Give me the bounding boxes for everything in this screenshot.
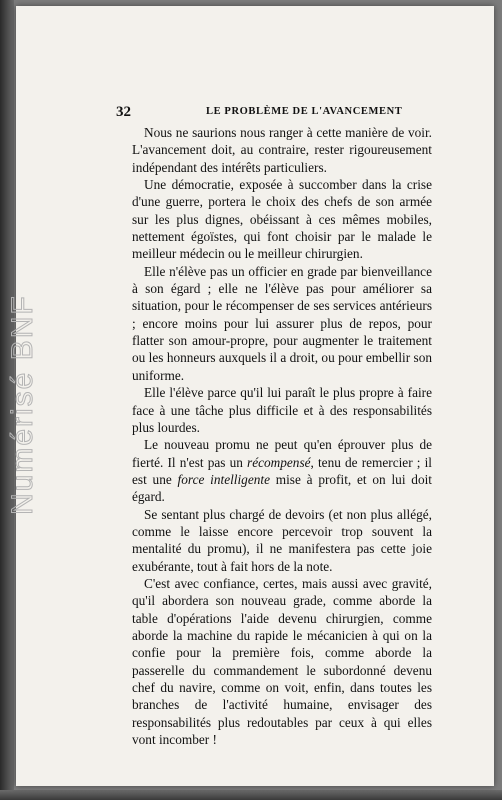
scan-bottom-edge — [0, 790, 502, 800]
paragraph-text: , tenu de remercier ; il est une — [132, 454, 432, 487]
emphasis-force-intelligente: force intelligente — [177, 471, 270, 487]
running-title: LE PROBLÈME DE L'AVANCEMENT — [206, 106, 403, 117]
body-text — [132, 124, 432, 748]
paragraph: Elle n'élève pas un officier en grade par bienveillance à son égard ; elle ne l'élève pas pour améliorer sa situation, pour le récompenser de ses services antérieurs ; encore moins pour lui assurer plus de repos, pour flatter son amour-propre, pour augmenter le traitement ou les honneurs auxquels il a droit, ou pour embellir son uniforme. — [132, 263, 432, 383]
emphasis-recompense: récompensé — [247, 454, 311, 470]
page-header — [116, 104, 426, 124]
paragraph — [132, 436, 432, 505]
paragraph-text: mise à profit, et on lui doit égard. — [132, 471, 432, 505]
paragraph: Elle l'élève parce qu'il lui paraît le plus propre à faire face à une tâche plus difficile et à des responsabilités plus lourdes. — [132, 385, 432, 435]
paragraph: Se sentant plus chargé de devoirs (et non plus allégé, comme le laisse encore percevoir trop souvent la mentalité du promu), il ne manifestera pas cette joie exubérante, tout à fait hors de la note. — [132, 506, 432, 574]
page-number: 32 — [116, 104, 131, 120]
paragraph: Nous ne saurions nous ranger à cette manière de voir. L'avancement doit, au contraire, rester rigoureusement indépendant des intérêts particuliers. — [132, 125, 432, 175]
paragraph: Une démocratie, exposée à succomber dans la crise d'une guerre, portera le choix des chefs de son armée sur les plus dignes, obéissant à ces mêmes mobiles, nettement égoïstes, qui font choisir par le malade le meilleur médecin ou le meilleur chirurgien. — [132, 177, 432, 262]
paragraph-text: Le nouveau promu ne peut qu'en éprouver plus de fierté. Il n'est pas un — [132, 437, 432, 470]
paragraph: C'est avec confiance, certes, mais aussi avec gravité, qu'il abordera son nouveau grade, comme aborde la table d'opérations l'aide devenu chirurgien, comme aborde la machine du rapide le mécanicien à qui on la confie pour la première fois, comme aborde la passerelle du commandement le subordonné devenu chef du navire, comme on voit, enfin, dans toutes les branches de l'activité humaine, envisager des responsabilités plus redoutables par ceux à qui elles vont incomber ! — [132, 575, 432, 748]
bnf-watermark: Numérisé BNF — [6, 294, 39, 515]
